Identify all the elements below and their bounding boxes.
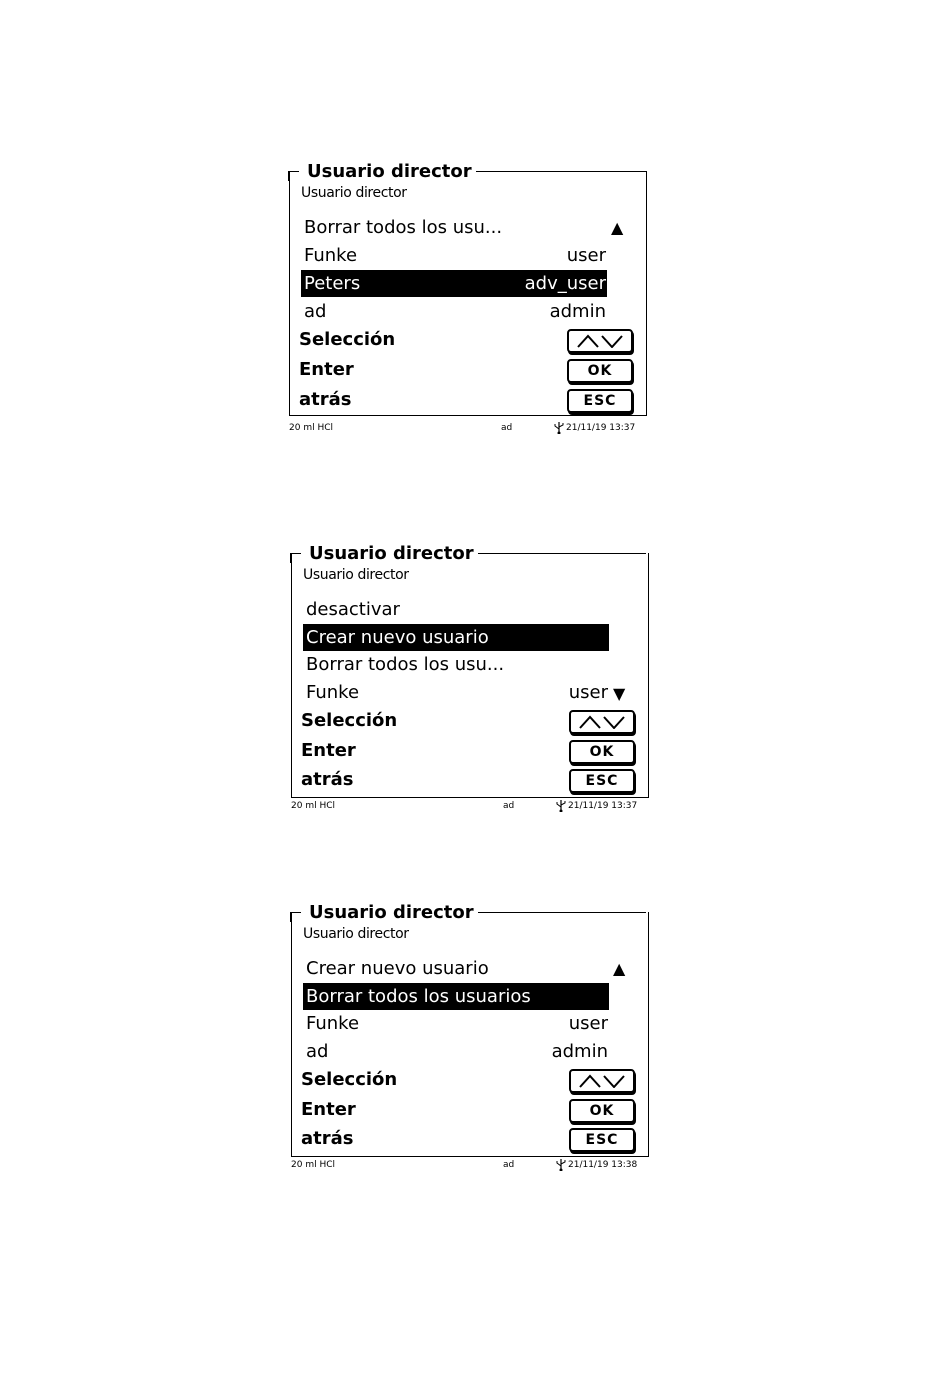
list-item-label: Funke [306, 1013, 360, 1034]
list-item-selected[interactable] [303, 624, 609, 651]
ok-button[interactable]: OK [569, 1099, 635, 1123]
list-item-label: desactivar [306, 599, 400, 620]
list-item-label: Crear nuevo usuario [306, 627, 489, 648]
status-datetime: 21/11/19 13:38 [568, 1160, 638, 1170]
list-item-value: admin [551, 1041, 608, 1062]
page-title: Usuario director [305, 903, 478, 923]
back-action [301, 1125, 637, 1153]
up-down-button[interactable] [569, 710, 635, 734]
list-item-value: user [568, 682, 608, 703]
list-item-label: Borrar todos los usu... [304, 217, 503, 238]
enter-action [299, 356, 635, 384]
status-datetime: 21/11/19 13:37 [568, 801, 638, 811]
up-down-arrows-icon [575, 334, 625, 348]
list-item-label: Funke [304, 245, 358, 266]
list-item[interactable] [301, 242, 607, 269]
back-label: atrás [301, 769, 354, 790]
ok-button[interactable]: OK [567, 359, 633, 383]
list-item[interactable] [303, 679, 609, 706]
status-method: 20 ml HCl [291, 1160, 335, 1170]
status-bar [291, 799, 649, 813]
list-item-value: adv_user [524, 273, 606, 294]
usb-icon [556, 1159, 566, 1171]
up-down-button[interactable] [567, 329, 633, 353]
back-action [301, 766, 637, 794]
up-down-button[interactable] [569, 1069, 635, 1093]
page-subtitle: Usuario director [301, 185, 407, 201]
status-bar [291, 1158, 649, 1172]
status-method: 20 ml HCl [289, 423, 333, 433]
list-item-label: ad [304, 301, 327, 322]
usb-icon [554, 422, 564, 434]
status-user: ad [501, 423, 513, 433]
selection-label: Selección [301, 1069, 398, 1090]
status-datetime-group [556, 1158, 637, 1172]
back-action [299, 386, 635, 414]
list-item-label: Peters [304, 273, 361, 294]
list-item-label: Funke [306, 682, 360, 703]
page-title: Usuario director [303, 162, 476, 182]
ok-button[interactable]: OK [569, 740, 635, 764]
enter-action [301, 737, 637, 765]
list-item-label: ad [306, 1041, 329, 1062]
esc-button[interactable]: ESC [569, 1128, 635, 1152]
selection-label: Selección [301, 710, 398, 731]
esc-button[interactable]: ESC [567, 389, 633, 413]
screen-1 [289, 161, 647, 441]
esc-button[interactable]: ESC [569, 769, 635, 793]
enter-label: Enter [299, 359, 354, 380]
selection-action [299, 326, 635, 354]
list-item-label: Borrar todos los usuarios [306, 986, 531, 1007]
selection-label: Selección [299, 329, 396, 350]
list-item-value: user [566, 245, 606, 266]
status-method: 20 ml HCl [291, 801, 335, 811]
up-down-arrows-icon [577, 1074, 627, 1088]
status-datetime-group [554, 421, 635, 435]
status-user: ad [503, 801, 515, 811]
back-label: atrás [299, 389, 352, 410]
list-item-value: user [568, 1013, 608, 1034]
status-user: ad [503, 1160, 515, 1170]
list-item-label: Crear nuevo usuario [306, 958, 489, 979]
list-item[interactable] [303, 955, 609, 982]
status-datetime: 21/11/19 13:37 [566, 423, 636, 433]
list-item-selected[interactable] [303, 983, 609, 1010]
page-subtitle: Usuario director [303, 567, 409, 583]
screen-3 [291, 902, 649, 1182]
scroll-down-icon: ▼ [613, 684, 626, 703]
status-bar [289, 421, 647, 435]
page-title: Usuario director [305, 544, 478, 564]
enter-label: Enter [301, 740, 356, 761]
up-down-arrows-icon [577, 715, 627, 729]
list-item[interactable] [303, 651, 609, 678]
selection-action [301, 1066, 637, 1094]
page-subtitle: Usuario director [303, 926, 409, 942]
list-item[interactable] [303, 1010, 609, 1037]
list-item[interactable] [301, 214, 607, 241]
screen-2 [291, 543, 649, 823]
usb-icon [556, 800, 566, 812]
back-label: atrás [301, 1128, 354, 1149]
list-item-selected[interactable] [301, 270, 607, 297]
list-item[interactable] [301, 298, 607, 325]
list-item-label: Borrar todos los usu... [306, 654, 505, 675]
scroll-up-icon: ▲ [611, 218, 624, 237]
list-item-value: admin [549, 301, 606, 322]
enter-action [301, 1096, 637, 1124]
status-datetime-group [556, 799, 637, 813]
enter-label: Enter [301, 1099, 356, 1120]
list-item[interactable] [303, 596, 609, 623]
scroll-up-icon: ▲ [613, 959, 626, 978]
selection-action [301, 707, 637, 735]
list-item[interactable] [303, 1038, 609, 1065]
